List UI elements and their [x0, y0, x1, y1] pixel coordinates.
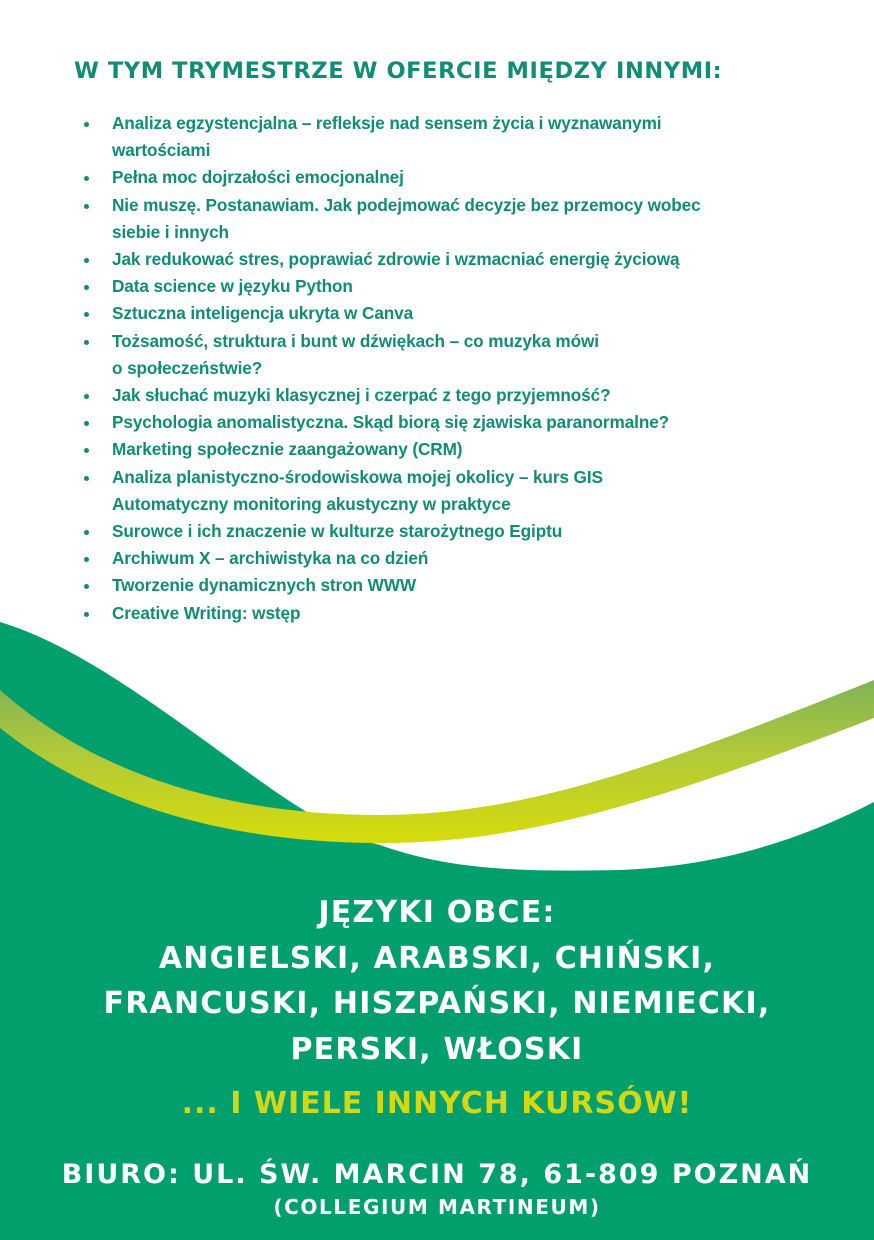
- offer-heading: W TYM TRYMESTRZE W OFERCIE MIĘDZY INNYMI:: [74, 58, 723, 84]
- course-line: Nie muszę. Postanawiam. Jak podejmować decyzje bez przemocy wobec: [112, 194, 701, 215]
- course-item: Jak słuchać muzyki klasycznej i czerpać z tego przyjemność?: [82, 382, 842, 409]
- languages-line: PERSKI, WŁOSKI: [290, 1031, 584, 1067]
- course-item: Automatyczny monitoring akustyczny w praktyce: [112, 493, 511, 514]
- languages-section: [0, 890, 874, 1072]
- office-address: BIURO: UL. ŚW. MARCIN 78, 61-809 POZNAŃ: [61, 1159, 813, 1190]
- course-item: Archiwum X – archiwistyka na co dzień: [82, 545, 842, 572]
- course-item: Pełna moc dojrzałości emocjonalnej: [82, 164, 842, 191]
- office-building: (COLLEGIUM MARTINEUM): [273, 1195, 601, 1219]
- course-item: Psychologia anomalistyczna. Skąd biorą się zjawiska paranormalne?: [82, 409, 842, 436]
- course-line: Analiza egzystencjalna – refleksje nad sensem życia i wyznawanymi: [112, 113, 662, 133]
- languages-line: FRANCUSKI, HISZPAŃSKI, NIEMIECKI,: [103, 986, 771, 1021]
- course-item: [82, 110, 842, 164]
- course-item: Creative Writing: wstęp: [82, 600, 842, 627]
- languages-line: ANGIELSKI, ARABSKI, CHIŃSKI,: [158, 940, 716, 976]
- course-item: Surowce i ich znaczenie w kulturze starożytnego Egiptu: [82, 518, 842, 545]
- course-item: Sztuczna inteligencja ukryta w Canva: [82, 300, 842, 327]
- course-item: Marketing społecznie zaangażowany (CRM): [82, 436, 842, 463]
- course-line: wartościami: [112, 140, 211, 161]
- course-line: Tożsamość, struktura i bunt w dźwiękach – co muzyka mówi: [112, 330, 599, 351]
- course-line: siebie i innych: [112, 221, 229, 242]
- course-item: [82, 328, 842, 382]
- course-item: Data science w języku Python: [82, 273, 842, 300]
- more-courses-tagline: ... I WIELE INNYCH KURSÓW!: [181, 1086, 693, 1121]
- course-item: [82, 192, 842, 246]
- course-line: o społeczeństwie?: [112, 357, 263, 378]
- course-item: Jak redukować stres, poprawiać zdrowie i wzmacniać energię życiową: [82, 246, 842, 273]
- course-item: Analiza planistyczno-środowiskowa mojej okolicy – kurs GIS: [82, 464, 842, 491]
- languages-title: JĘZYKI OBCE:: [318, 895, 556, 930]
- course-list: [82, 110, 842, 627]
- course-item: Tworzenie dynamicznych stron WWW: [82, 572, 842, 599]
